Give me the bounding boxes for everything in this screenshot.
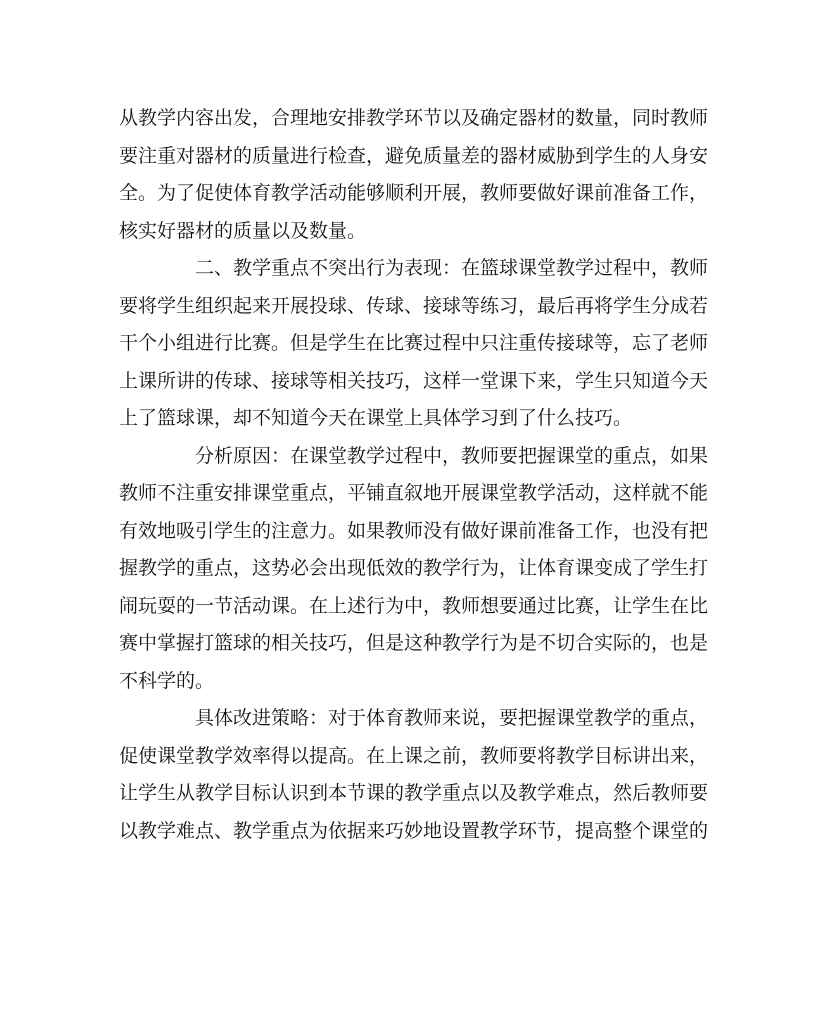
- text-line: 从教学内容出发，合理地安排教学环节以及确定器材的数量，同时教师: [119, 107, 709, 129]
- text-line: 教师不注重安排课堂重点，平铺直叙地开展课堂教学活动，这样就不能: [119, 482, 709, 504]
- text-line: 促使课堂教学效率得以提高。在上课之前，教师要将教学目标讲出来，: [119, 744, 709, 767]
- text-line: 闹玩耍的一节活动课。在上述行为中，教师想要通过比赛，让学生在比: [119, 594, 709, 617]
- text-line: 上课所讲的传球、接球等相关技巧，这样一堂课下来，学生只知道今天: [119, 369, 709, 392]
- text-line: 要注重对器材的质量进行检查，避免质量差的器材威胁到学生的人身安: [119, 144, 709, 167]
- text-line: 不科学的。: [119, 669, 215, 692]
- text-line: 分析原因：在课堂教学过程中，教师要把握课堂的重点，如果: [195, 444, 709, 467]
- paragraph-1: [119, 100, 709, 250]
- text-line: 核实好器材的质量以及数量。: [119, 219, 367, 242]
- text-line: 上了篮球课，却不知道今天在课堂上具体学习到了什么技巧。: [119, 407, 633, 429]
- text-line: 干个小组进行比赛。但是学生在比赛过程中只注重传接球等，忘了老师: [119, 332, 709, 354]
- paragraph-3: [119, 438, 709, 701]
- document-page: [119, 100, 709, 850]
- text-line: 让学生从教学目标认识到本节课的教学重点以及教学难点，然后教师要: [119, 782, 709, 804]
- text-line: 全。为了促使体育教学活动能够顺利开展，教师要做好课前准备工作，: [119, 182, 709, 204]
- text-line: 具体改进策略：对于体育教师来说，要把握课堂教学的重点，: [195, 707, 709, 729]
- paragraph-4: [119, 700, 709, 850]
- paragraph-2: [119, 250, 709, 438]
- text-line: 握教学的重点，这势必会出现低效的教学行为，让体育课变成了学生打: [119, 557, 709, 579]
- text-line: 要将学生组织起来开展投球、传球、接球等练习，最后再将学生分成若: [119, 294, 709, 317]
- text-line: 有效地吸引学生的注意力。如果教师没有做好课前准备工作，也没有把: [119, 519, 709, 542]
- text-line: 赛中掌握打篮球的相关技巧，但是这种教学行为是不切合实际的，也是: [119, 632, 709, 654]
- text-line: 以教学难点、教学重点为依据来巧妙地设置教学环节，提高整个课堂的: [119, 819, 709, 842]
- text-line: 二、教学重点不突出行为表现：在篮球课堂教学过程中，教师: [195, 257, 709, 279]
